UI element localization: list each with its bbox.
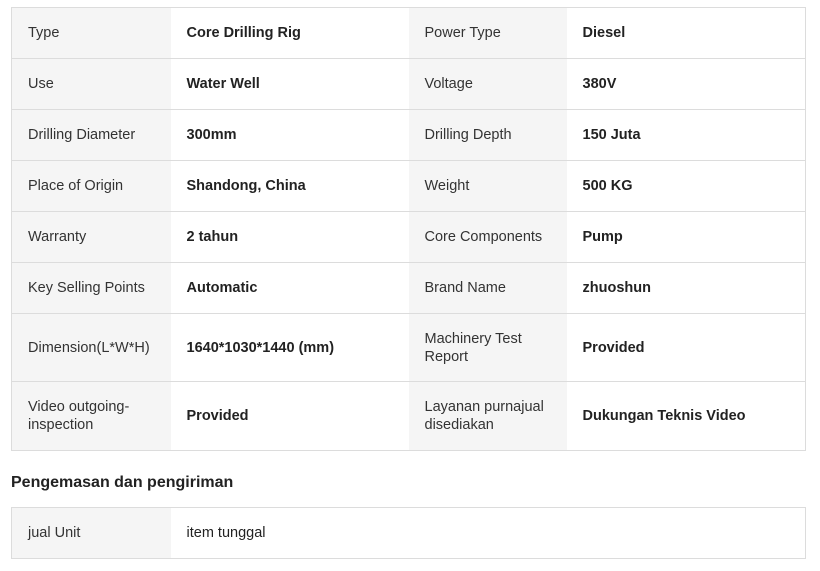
spec-value: Dukungan Teknis Video [567,382,806,451]
table-row [12,314,806,382]
table-row [12,508,806,559]
spec-label: Dimension(L*W*H) [12,314,171,382]
specs-table [11,7,806,451]
spec-label: Drilling Depth [409,110,567,161]
spec-label: Brand Name [409,263,567,314]
spec-label: Drilling Diameter [12,110,171,161]
product-details [11,7,805,559]
table-row [12,8,806,59]
spec-value: Provided [567,314,806,382]
spec-value: 380V [567,59,806,110]
spec-value: zhuoshun [567,263,806,314]
spec-label: Warranty [12,212,171,263]
spec-value: Provided [171,382,409,451]
spec-label: Use [12,59,171,110]
section-title: Pengemasan dan pengiriman [11,474,234,491]
spec-label: Place of Origin [12,161,171,212]
spec-label: Core Components [409,212,567,263]
packaging-table [11,507,806,559]
spec-value: 150 Juta [567,110,806,161]
spec-value: Automatic [171,263,409,314]
spec-label: Video outgoing-inspection [12,382,171,451]
table-row [12,161,806,212]
spec-label: Weight [409,161,567,212]
packaging-value: item tunggal [171,508,806,559]
spec-label: Layanan purnajual disediakan [409,382,567,451]
spec-value: 300mm [171,110,409,161]
spec-value: Pump [567,212,806,263]
spec-value: 500 KG [567,161,806,212]
spec-value: Diesel [567,8,806,59]
table-row [12,59,806,110]
spec-label: Key Selling Points [12,263,171,314]
spec-label: Machinery Test Report [409,314,567,382]
spec-value: 1640*1030*1440 (mm) [171,314,409,382]
spec-value: Shandong, China [171,161,409,212]
spec-value: Core Drilling Rig [171,8,409,59]
table-row [12,110,806,161]
spec-label: Power Type [409,8,567,59]
spec-label: Type [12,8,171,59]
table-row [12,263,806,314]
spec-label: Voltage [409,59,567,110]
table-row [12,382,806,451]
spec-value: 2 tahun [171,212,409,263]
spec-value: Water Well [171,59,409,110]
packaging-label: jual Unit [12,508,171,559]
table-row [12,212,806,263]
